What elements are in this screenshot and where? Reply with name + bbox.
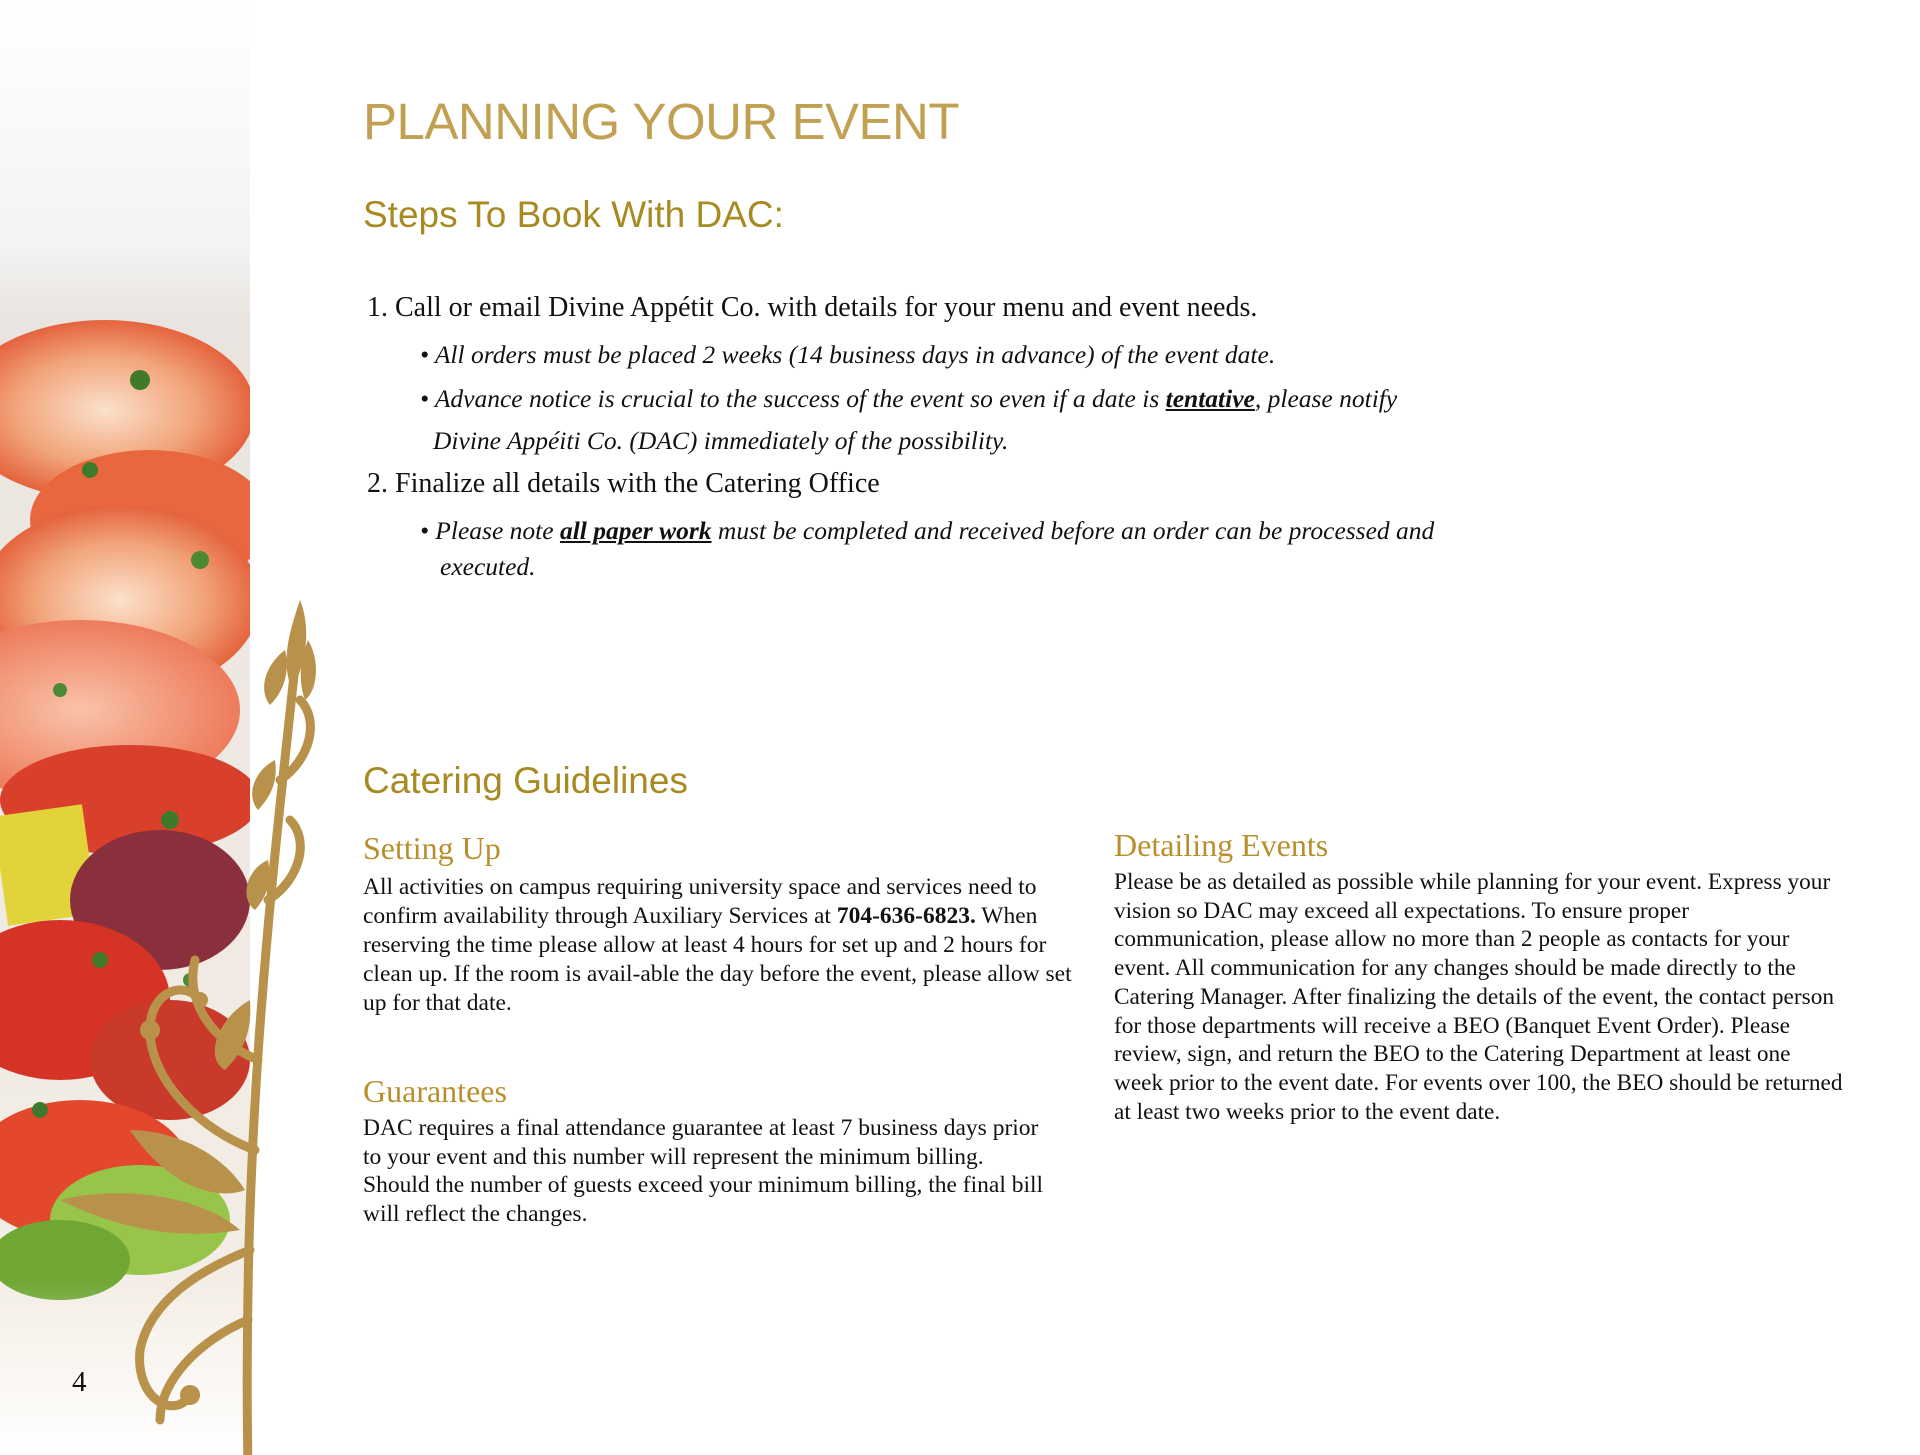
page-number: 4: [72, 1366, 87, 1398]
guarantees-text: DAC requires a final attendance guarantee at least 7 business days prior to your event and this number will represent the minimum billing. Should the number of guests exceed your minimum billing, the final bill will reflect the changes.: [363, 1115, 1044, 1227]
catering-guidelines-heading: Catering Guidelines: [363, 760, 688, 801]
page-title: PLANNING YOUR EVENT: [363, 93, 960, 150]
steps-heading: Steps To Book With DAC:: [363, 194, 784, 235]
side-food-image: [0, 0, 320, 1455]
detailing-events-heading: Detailing Events: [1114, 827, 1329, 863]
setting-up-text: All activities on campus requiring university space and services need to confirm availability through Auxiliary Services at 704-636-6823. When reserving the time please allow at least 4 hours for set up and 2 hours for clean up. If the room is avail-able the day before the event, please allow set up for that date.: [363, 874, 1072, 1016]
step-1-bullet-1: • All orders must be placed 2 weeks (14 business days in advance) of the event date.: [420, 340, 1276, 369]
guarantees-heading: Guarantees: [363, 1073, 507, 1109]
step-1-bullet-2-continued: Divine Appéiti Co. (DAC) immediately of the possibility.: [433, 426, 1009, 455]
step-2-bullet-1-continued: executed.: [440, 552, 536, 581]
paper-work-emphasis: all paper work: [559, 516, 712, 545]
setting-up-heading: Setting Up: [363, 830, 501, 866]
step-1-bullet-2: • Advance notice is crucial to the success of the event so even if a date is tentative, please notify: [420, 384, 1398, 413]
detailing-events-text: Please be as detailed as possible while planning for your event. Express your vision so DAC may exceed all expectations. To ensure proper communication, please allow no more than 2 people as contacts for your event. All communication for any changes should be made directly to the Catering Manager. After finalizing the details of the event, the contact person for those departments will receive a BEO (Banquet Event Order). Please review, sign, and return the BEO to the Catering Department at least one week prior to the event date. For events over 100, the BEO should be returned at least two weeks prior to the event date.: [1114, 869, 1843, 1125]
step-1: 1. Call or email Divine Appétit Co. with details for your menu and event needs.: [367, 292, 1258, 323]
step-2: 2. Finalize all details with the Catering Office: [367, 468, 880, 499]
step-2-bullet-1: • Please note all paper work must be completed and received before an order can be processed and: [420, 516, 1435, 545]
tentative-emphasis: tentative: [1165, 384, 1255, 413]
phone-number: 704-636-6823.: [836, 903, 976, 929]
food-photo-illustration: [0, 0, 320, 1455]
